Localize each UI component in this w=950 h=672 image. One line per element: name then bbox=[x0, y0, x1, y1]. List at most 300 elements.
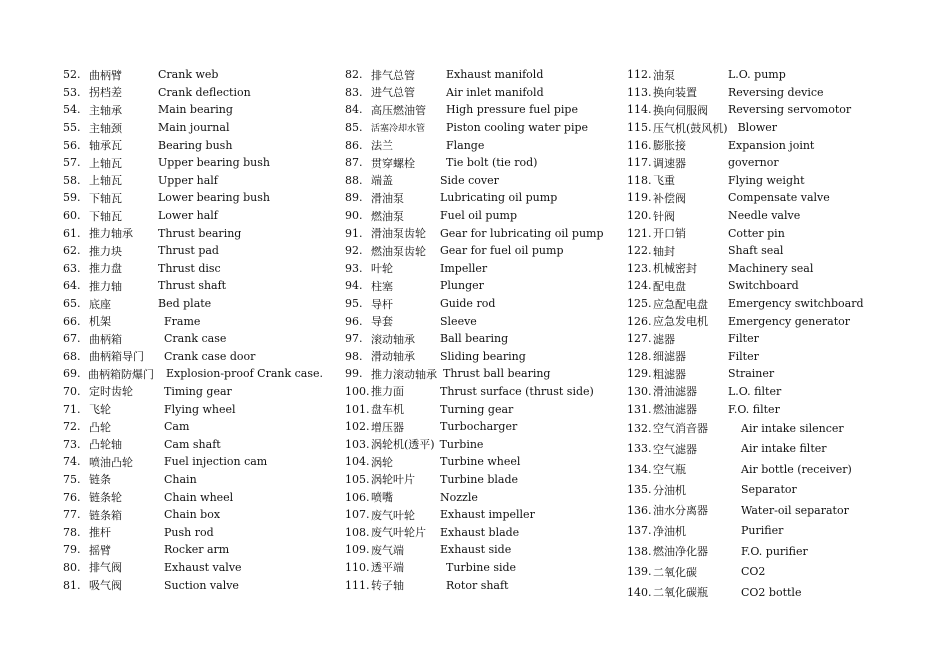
glossary-entry bbox=[63, 154, 323, 172]
glossary-entry bbox=[345, 295, 615, 313]
entry-chinese-term: 排气总管 bbox=[371, 68, 415, 82]
entry-chinese-term: 压气机(鼓风机) bbox=[653, 121, 728, 135]
entry-english-term: Chain box bbox=[164, 508, 221, 522]
entry-chinese-term: 分油机 bbox=[653, 483, 686, 497]
glossary-entry bbox=[627, 295, 927, 313]
entry-chinese-term: 曲柄箱防爆门 bbox=[88, 367, 155, 381]
glossary-entry bbox=[627, 330, 927, 348]
entry-number: 139. bbox=[627, 565, 652, 579]
entry-english-term: Flying wheel bbox=[164, 402, 236, 416]
entry-chinese-term: 空气瓶 bbox=[653, 463, 686, 477]
glossary-entry bbox=[345, 559, 615, 577]
entry-english-term: Crank deflection bbox=[158, 85, 251, 99]
glossary-entry bbox=[627, 277, 927, 295]
entry-english-term: Main journal bbox=[158, 121, 230, 135]
entry-chinese-term: 曲柄箱 bbox=[89, 332, 122, 346]
entry-number: 90. bbox=[345, 209, 363, 223]
glossary-entry bbox=[345, 189, 615, 207]
glossary-entry bbox=[63, 400, 323, 418]
entry-number: 66. bbox=[63, 314, 81, 328]
entry-english-term: CO2 bottle bbox=[741, 585, 802, 599]
entry-english-term: Push rod bbox=[164, 525, 214, 539]
glossary-entry bbox=[345, 207, 615, 225]
entry-number: 91. bbox=[345, 226, 363, 240]
entry-chinese-term: 推力块 bbox=[89, 244, 122, 258]
glossary-entry bbox=[627, 348, 927, 366]
entry-english-term: Flying weight bbox=[728, 173, 805, 187]
entry-chinese-term: 调速器 bbox=[653, 156, 686, 170]
entry-chinese-term: 下轴瓦 bbox=[89, 209, 122, 223]
entry-number: 134. bbox=[627, 462, 652, 476]
glossary-entry bbox=[627, 312, 927, 330]
entry-number: 114. bbox=[627, 103, 652, 117]
entry-number: 121. bbox=[627, 226, 652, 240]
entry-english-term: Exhaust blade bbox=[440, 525, 520, 539]
entry-english-term: L.O. filter bbox=[728, 384, 782, 398]
entry-number: 57. bbox=[63, 156, 81, 170]
entry-number: 111. bbox=[345, 578, 370, 592]
entry-english-term: Turbine side bbox=[446, 560, 517, 574]
entry-english-term: Blower bbox=[737, 121, 778, 135]
entry-chinese-term: 净油机 bbox=[653, 524, 686, 538]
entry-english-term: Turning gear bbox=[440, 402, 514, 416]
glossary-entry bbox=[627, 520, 927, 541]
entry-number: 133. bbox=[627, 442, 652, 456]
entry-english-term: Cotter pin bbox=[728, 226, 785, 240]
entry-number: 128. bbox=[627, 349, 652, 363]
entry-chinese-term: 导套 bbox=[371, 315, 393, 329]
entry-english-term: Chain bbox=[164, 472, 197, 486]
glossary-entry bbox=[345, 488, 615, 506]
entry-english-term: Turbocharger bbox=[440, 420, 518, 434]
entry-chinese-term: 拐档差 bbox=[89, 86, 122, 100]
entry-english-term: Timing gear bbox=[164, 384, 232, 398]
entry-chinese-term: 飞重 bbox=[653, 174, 675, 188]
entry-number: 88. bbox=[345, 173, 363, 187]
glossary-entry bbox=[63, 312, 323, 330]
glossary-column-2 bbox=[345, 66, 615, 594]
entry-english-term: Switchboard bbox=[728, 279, 799, 293]
entry-chinese-term: 燃油滤器 bbox=[653, 403, 697, 417]
entry-chinese-term: 机械密封 bbox=[653, 262, 697, 276]
entry-number: 59. bbox=[63, 191, 81, 205]
entry-number: 117. bbox=[627, 156, 652, 170]
glossary-entry bbox=[345, 541, 615, 559]
entry-english-term: Exhaust valve bbox=[164, 560, 242, 574]
entry-number: 71. bbox=[63, 402, 81, 416]
entry-chinese-term: 导杆 bbox=[371, 297, 393, 311]
glossary-entry bbox=[345, 365, 615, 383]
entry-chinese-term: 曲柄臂 bbox=[89, 68, 122, 82]
entry-number: 120. bbox=[627, 209, 652, 223]
entry-chinese-term: 滑油滤器 bbox=[653, 385, 697, 399]
entry-number: 116. bbox=[627, 138, 652, 152]
entry-english-term: Filter bbox=[728, 349, 759, 363]
entry-chinese-term: 应急配电盘 bbox=[653, 297, 708, 311]
entry-number: 130. bbox=[627, 384, 652, 398]
entry-number: 124. bbox=[627, 279, 652, 293]
entry-english-term: Expansion joint bbox=[728, 138, 815, 152]
entry-chinese-term: 链条 bbox=[89, 473, 111, 487]
entry-chinese-term: 滑油泵 bbox=[371, 191, 404, 205]
entry-chinese-term: 开口销 bbox=[653, 227, 686, 241]
entry-chinese-term: 燃油泵齿轮 bbox=[371, 244, 426, 258]
entry-english-term: Chain wheel bbox=[164, 490, 234, 504]
entry-english-term: Thrust ball bearing bbox=[443, 367, 551, 381]
entry-english-term: Air intake filter bbox=[741, 442, 827, 456]
entry-chinese-term: 定时齿轮 bbox=[89, 385, 133, 399]
entry-number: 96. bbox=[345, 314, 363, 328]
glossary-entry bbox=[63, 242, 323, 260]
entry-english-term: Crank web bbox=[158, 68, 219, 82]
entry-chinese-term: 吸气阀 bbox=[89, 579, 122, 593]
glossary-entry bbox=[345, 136, 615, 154]
glossary-entry bbox=[345, 312, 615, 330]
entry-chinese-term: 空气消音器 bbox=[653, 422, 708, 436]
glossary-entry bbox=[627, 172, 927, 190]
glossary-entry bbox=[63, 418, 323, 436]
entry-number: 93. bbox=[345, 261, 363, 275]
entry-number: 52. bbox=[63, 68, 81, 82]
entry-number: 100. bbox=[345, 384, 370, 398]
glossary-entry bbox=[63, 365, 323, 383]
glossary-entry bbox=[627, 189, 927, 207]
entry-chinese-term: 机架 bbox=[89, 315, 111, 329]
entry-english-term: Gear for fuel oil pump bbox=[440, 244, 564, 258]
glossary-entry bbox=[63, 383, 323, 401]
glossary-entry bbox=[627, 459, 927, 480]
entry-chinese-term: 曲柄箱导门 bbox=[89, 350, 144, 364]
entry-english-term: Main bearing bbox=[158, 103, 233, 117]
glossary-entry bbox=[345, 383, 615, 401]
entry-english-term: Thrust disc bbox=[158, 261, 221, 275]
entry-chinese-term: 空气滤器 bbox=[653, 442, 697, 456]
entry-english-term: Water-oil separator bbox=[741, 503, 849, 517]
entry-english-term: Shaft seal bbox=[728, 244, 784, 258]
entry-number: 107. bbox=[345, 508, 370, 522]
glossary-column-1 bbox=[63, 66, 323, 594]
glossary-entry bbox=[627, 400, 927, 418]
glossary-entry bbox=[345, 506, 615, 524]
entry-number: 55. bbox=[63, 121, 81, 135]
entry-number: 80. bbox=[63, 560, 81, 574]
entry-chinese-term: 膨胀接 bbox=[653, 139, 686, 153]
entry-chinese-term: 轴承瓦 bbox=[89, 139, 122, 153]
entry-chinese-term: 下轴瓦 bbox=[89, 191, 122, 205]
glossary-entry bbox=[345, 576, 615, 594]
entry-chinese-term: 粗滤器 bbox=[653, 367, 686, 381]
entry-english-term: Thrust bearing bbox=[158, 226, 242, 240]
entry-english-term: Emergency switchboard bbox=[728, 297, 864, 311]
entry-number: 86. bbox=[345, 138, 363, 152]
entry-english-term: Upper half bbox=[158, 173, 218, 187]
entry-english-term: Compensate valve bbox=[728, 191, 830, 205]
entry-number: 85. bbox=[345, 121, 363, 135]
entry-english-term: Needle valve bbox=[728, 209, 801, 223]
glossary-entry bbox=[63, 559, 323, 577]
glossary-entry bbox=[345, 471, 615, 489]
entry-number: 61. bbox=[63, 226, 81, 240]
glossary-entry bbox=[627, 101, 927, 119]
entry-chinese-term: 贯穿螺栓 bbox=[371, 156, 415, 170]
entry-chinese-term: 补偿阀 bbox=[653, 191, 686, 205]
glossary-entry bbox=[627, 438, 927, 459]
glossary-entry bbox=[345, 172, 615, 190]
entry-number: 53. bbox=[63, 85, 81, 99]
entry-chinese-term: 废气叶轮片 bbox=[371, 526, 426, 540]
entry-chinese-term: 轴封 bbox=[653, 244, 675, 258]
glossary-entry bbox=[627, 136, 927, 154]
entry-chinese-term: 叶轮 bbox=[371, 262, 393, 276]
entry-number: 136. bbox=[627, 503, 652, 517]
entry-chinese-term: 推力滚动轴承 bbox=[371, 367, 437, 381]
glossary-entry bbox=[63, 453, 323, 471]
entry-number: 97. bbox=[345, 332, 363, 346]
entry-english-term: Turbine bbox=[439, 437, 484, 451]
entry-chinese-term: 链条轮 bbox=[89, 491, 122, 505]
entry-english-term: Emergency generator bbox=[728, 314, 850, 328]
entry-number: 104. bbox=[345, 455, 370, 469]
entry-english-term: CO2 bbox=[741, 565, 766, 579]
glossary-entry bbox=[345, 84, 615, 102]
entry-number: 60. bbox=[63, 209, 81, 223]
entry-english-term: Piston cooling water pipe bbox=[446, 121, 589, 135]
glossary-column-3 bbox=[627, 66, 927, 602]
glossary-entry bbox=[627, 207, 927, 225]
entry-english-term: Cam shaft bbox=[164, 437, 221, 451]
entry-chinese-term: 摇臂 bbox=[89, 543, 111, 557]
glossary-entry bbox=[345, 242, 615, 260]
entry-english-term: Exhaust side bbox=[440, 543, 512, 557]
glossary-entry bbox=[63, 471, 323, 489]
entry-english-term: Separator bbox=[741, 483, 797, 497]
entry-chinese-term: 链条箱 bbox=[89, 508, 122, 522]
entry-number: 58. bbox=[63, 173, 81, 187]
entry-english-term: L.O. pump bbox=[728, 68, 786, 82]
glossary-entry bbox=[63, 523, 323, 541]
entry-number: 63. bbox=[63, 261, 81, 275]
entry-number: 102. bbox=[345, 420, 370, 434]
glossary-entry bbox=[63, 541, 323, 559]
entry-chinese-term: 推力轴承 bbox=[89, 227, 133, 241]
entry-english-term: Air intake silencer bbox=[741, 421, 844, 435]
entry-english-term: Lubricating oil pump bbox=[440, 191, 558, 205]
entry-chinese-term: 凸轮 bbox=[89, 420, 111, 434]
entry-number: 103. bbox=[345, 437, 370, 451]
entry-chinese-term: 进气总管 bbox=[371, 86, 415, 100]
glossary-entry bbox=[63, 295, 323, 313]
glossary-entry bbox=[345, 400, 615, 418]
entry-english-term: Guide rod bbox=[440, 297, 496, 311]
entry-chinese-term: 滤器 bbox=[653, 332, 675, 346]
entry-chinese-term: 推力轴 bbox=[89, 279, 122, 293]
entry-chinese-term: 底座 bbox=[89, 297, 111, 311]
entry-chinese-term: 针阀 bbox=[653, 209, 675, 223]
glossary-entry bbox=[345, 523, 615, 541]
entry-number: 101. bbox=[345, 402, 370, 416]
glossary-entry bbox=[345, 224, 615, 242]
entry-chinese-term: 柱塞 bbox=[371, 279, 393, 293]
entry-number: 119. bbox=[627, 191, 652, 205]
entry-number: 138. bbox=[627, 544, 652, 558]
entry-number: 110. bbox=[345, 560, 370, 574]
glossary-entry bbox=[345, 348, 615, 366]
entry-number: 115. bbox=[627, 121, 652, 135]
entry-chinese-term: 废气端 bbox=[371, 543, 404, 557]
entry-number: 113. bbox=[627, 85, 652, 99]
entry-number: 137. bbox=[627, 524, 652, 538]
glossary-entry bbox=[627, 582, 927, 603]
entry-number: 67. bbox=[63, 332, 81, 346]
glossary-entry bbox=[627, 119, 927, 137]
entry-number: 87. bbox=[345, 156, 363, 170]
glossary-entry bbox=[63, 101, 323, 119]
entry-english-term: Sleeve bbox=[440, 314, 477, 328]
entry-english-term: F.O. filter bbox=[728, 402, 780, 416]
glossary-entry bbox=[627, 242, 927, 260]
entry-chinese-term: 滑动轴承 bbox=[371, 350, 415, 364]
glossary-entry bbox=[63, 435, 323, 453]
entry-chinese-term: 喷嘴 bbox=[371, 491, 393, 505]
entry-number: 76. bbox=[63, 490, 81, 504]
entry-english-term: Rotor shaft bbox=[446, 578, 509, 592]
glossary-entry bbox=[345, 154, 615, 172]
glossary-entry bbox=[63, 506, 323, 524]
entry-chinese-term: 透平端 bbox=[371, 561, 404, 575]
entry-number: 77. bbox=[63, 508, 81, 522]
entry-number: 122. bbox=[627, 244, 652, 258]
entry-number: 99. bbox=[345, 367, 363, 381]
entry-english-term: Nozzle bbox=[440, 490, 478, 504]
entry-english-term: Flange bbox=[446, 138, 485, 152]
entry-number: 78. bbox=[63, 525, 81, 539]
entry-chinese-term: 燃油净化器 bbox=[653, 545, 708, 559]
glossary-entry bbox=[63, 207, 323, 225]
entry-english-term: Fuel injection cam bbox=[164, 455, 268, 469]
entry-english-term: Turbine wheel bbox=[440, 455, 521, 469]
entry-number: 132. bbox=[627, 421, 652, 435]
glossary-entry bbox=[63, 488, 323, 506]
entry-number: 79. bbox=[63, 543, 81, 557]
entry-number: 95. bbox=[345, 297, 363, 311]
glossary-entry bbox=[627, 383, 927, 401]
glossary-entry bbox=[63, 260, 323, 278]
entry-english-term: governor bbox=[728, 156, 779, 170]
entry-chinese-term: 活塞冷却水管 bbox=[371, 124, 426, 135]
glossary-entry bbox=[345, 260, 615, 278]
entry-chinese-term: 增压器 bbox=[371, 420, 404, 434]
entry-english-term: Bed plate bbox=[158, 297, 212, 311]
entry-english-term: Reversing servomotor bbox=[728, 103, 852, 117]
entry-chinese-term: 换向装置 bbox=[653, 86, 697, 100]
entry-chinese-term: 燃油泵 bbox=[371, 209, 404, 223]
entry-number: 126. bbox=[627, 314, 652, 328]
entry-number: 131. bbox=[627, 402, 652, 416]
glossary-entry bbox=[627, 154, 927, 172]
glossary-entry bbox=[627, 561, 927, 582]
entry-number: 123. bbox=[627, 261, 652, 275]
glossary-entry bbox=[627, 84, 927, 102]
entry-number: 129. bbox=[627, 367, 652, 381]
entry-number: 135. bbox=[627, 483, 652, 497]
entry-number: 69. bbox=[63, 367, 81, 381]
entry-chinese-term: 二氧化碳 bbox=[653, 565, 697, 579]
entry-chinese-term: 油泵 bbox=[653, 68, 675, 82]
entry-chinese-term: 法兰 bbox=[371, 139, 393, 153]
glossary-entry bbox=[63, 119, 323, 137]
entry-chinese-term: 换向伺服阀 bbox=[653, 103, 708, 117]
glossary-entry bbox=[627, 479, 927, 500]
entry-chinese-term: 涡轮 bbox=[371, 455, 393, 469]
entry-english-term: Rocker arm bbox=[164, 543, 230, 557]
entry-number: 89. bbox=[345, 191, 363, 205]
entry-chinese-term: 细滤器 bbox=[653, 350, 686, 364]
entry-chinese-term: 端盖 bbox=[371, 174, 393, 188]
entry-number: 83. bbox=[345, 85, 363, 99]
entry-number: 56. bbox=[63, 138, 81, 152]
glossary-entry bbox=[627, 541, 927, 562]
entry-chinese-term: 二氧化碳瓶 bbox=[653, 586, 708, 600]
entry-number: 73. bbox=[63, 437, 81, 451]
entry-chinese-term: 配电盘 bbox=[653, 279, 686, 293]
glossary-entry bbox=[345, 277, 615, 295]
entry-english-term: Exhaust manifold bbox=[446, 68, 544, 82]
entry-english-term: Reversing device bbox=[728, 85, 824, 99]
entry-chinese-term: 上轴瓦 bbox=[89, 156, 122, 170]
entry-number: 64. bbox=[63, 279, 81, 293]
glossary-entry bbox=[345, 330, 615, 348]
entry-number: 118. bbox=[627, 173, 652, 187]
entry-english-term: Lower half bbox=[158, 209, 218, 223]
entry-english-term: Frame bbox=[164, 314, 201, 328]
entry-english-term: Upper bearing bush bbox=[158, 156, 270, 170]
entry-english-term: Purifier bbox=[741, 524, 784, 538]
entry-english-term: Exhaust impeller bbox=[440, 508, 535, 522]
entry-number: 106. bbox=[345, 490, 370, 504]
entry-english-term: Suction valve bbox=[164, 578, 239, 592]
entry-number: 62. bbox=[63, 244, 81, 258]
glossary-entry bbox=[63, 576, 323, 594]
entry-english-term: Machinery seal bbox=[728, 261, 814, 275]
entry-number: 105. bbox=[345, 472, 370, 486]
entry-number: 68. bbox=[63, 349, 81, 363]
entry-chinese-term: 应急发电机 bbox=[653, 315, 708, 329]
entry-english-term: Plunger bbox=[440, 279, 484, 293]
entry-english-term: Fuel oil pump bbox=[440, 209, 517, 223]
entry-english-term: Bearing bush bbox=[158, 138, 233, 152]
glossary-entry bbox=[345, 101, 615, 119]
glossary-entry bbox=[63, 66, 323, 84]
glossary-entry bbox=[63, 348, 323, 366]
entry-number: 109. bbox=[345, 543, 370, 557]
glossary-entry bbox=[345, 119, 615, 137]
entry-number: 94. bbox=[345, 279, 363, 293]
entry-chinese-term: 滑油泵齿轮 bbox=[371, 227, 426, 241]
entry-number: 125. bbox=[627, 297, 652, 311]
entry-english-term: Air inlet manifold bbox=[446, 85, 544, 99]
entry-chinese-term: 废气叶轮 bbox=[371, 508, 415, 522]
entry-english-term: High pressure fuel pipe bbox=[446, 103, 578, 117]
entry-number: 65. bbox=[63, 297, 81, 311]
glossary-entry bbox=[627, 224, 927, 242]
glossary-entry bbox=[345, 66, 615, 84]
entry-chinese-term: 喷油凸轮 bbox=[89, 455, 133, 469]
entry-chinese-term: 涡轮叶片 bbox=[371, 473, 415, 487]
entry-number: 84. bbox=[345, 103, 363, 117]
glossary-entry bbox=[345, 435, 615, 453]
glossary-entry bbox=[627, 260, 927, 278]
entry-english-term: Crank case door bbox=[164, 349, 256, 363]
